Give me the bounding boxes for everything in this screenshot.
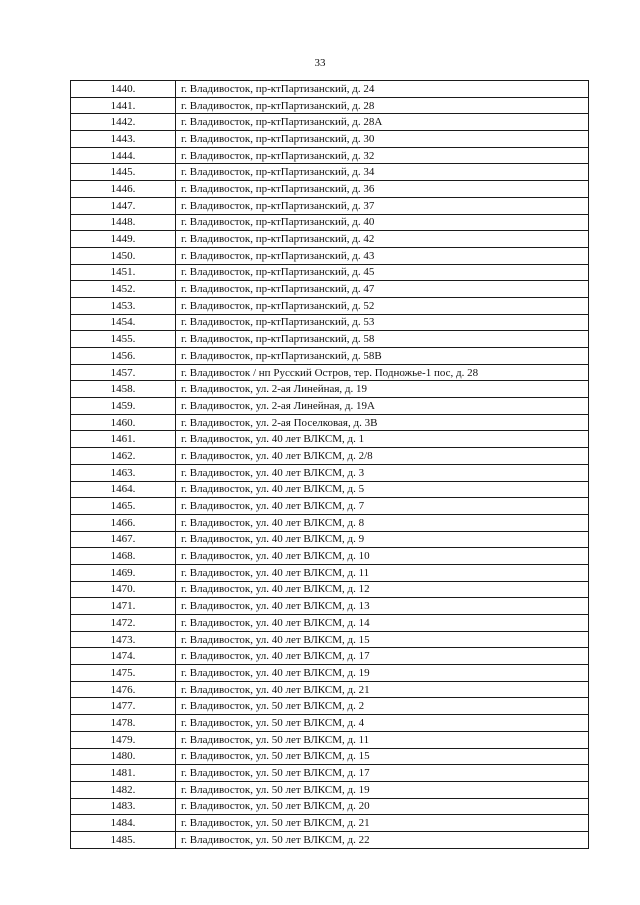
address-cell: г. Владивосток, ул. 2-ая Линейная, д. 19А [176,398,589,415]
address-cell: г. Владивосток, ул. 50 лет ВЛКСМ, д. 2 [176,698,589,715]
table-row [71,431,589,448]
row-number-cell: 1462. [71,448,176,465]
address-cell: г. Владивосток, ул. 50 лет ВЛКСМ, д. 19 [176,781,589,798]
table-row [71,364,589,381]
table-row [71,398,589,415]
table-row [71,197,589,214]
address-cell: г. Владивосток, ул. 40 лет ВЛКСМ, д. 10 [176,548,589,565]
address-cell: г. Владивосток, ул. 2-ая Линейная, д. 19 [176,381,589,398]
address-cell: г. Владивосток, пр-ктПартизанский, д. 34 [176,164,589,181]
table-row [71,781,589,798]
row-number-cell: 1465. [71,498,176,515]
row-number-cell: 1461. [71,431,176,448]
row-number-cell: 1451. [71,264,176,281]
address-cell: г. Владивосток, пр-ктПартизанский, д. 37 [176,197,589,214]
address-cell: г. Владивосток, пр-ктПартизанский, д. 28А [176,114,589,131]
table-row [71,81,589,98]
table-row [71,231,589,248]
address-cell: г. Владивосток, пр-ктПартизанский, д. 58 [176,331,589,348]
address-cell: г. Владивосток, ул. 40 лет ВЛКСМ, д. 8 [176,514,589,531]
row-number-cell: 1460. [71,414,176,431]
table-row [71,731,589,748]
address-cell: г. Владивосток, ул. 40 лет ВЛКСМ, д. 7 [176,498,589,515]
row-number-cell: 1454. [71,314,176,331]
table-row [71,631,589,648]
address-cell: г. Владивосток, ул. 50 лет ВЛКСМ, д. 4 [176,715,589,732]
row-number-cell: 1475. [71,665,176,682]
row-number-cell: 1485. [71,831,176,848]
row-number-cell: 1440. [71,81,176,98]
address-cell: г. Владивосток, пр-ктПартизанский, д. 42 [176,231,589,248]
address-cell: г. Владивосток, пр-ктПартизанский, д. 43 [176,247,589,264]
address-cell: г. Владивосток, ул. 40 лет ВЛКСМ, д. 3 [176,464,589,481]
row-number-cell: 1476. [71,681,176,698]
address-cell: г. Владивосток, ул. 50 лет ВЛКСМ, д. 11 [176,731,589,748]
table-row [71,281,589,298]
table-row [71,514,589,531]
row-number-cell: 1464. [71,481,176,498]
row-number-cell: 1448. [71,214,176,231]
address-cell: г. Владивосток, ул. 40 лет ВЛКСМ, д. 11 [176,564,589,581]
table-row [71,97,589,114]
address-table-body [71,81,589,849]
address-cell: г. Владивосток, ул. 40 лет ВЛКСМ, д. 2/8 [176,448,589,465]
row-number-cell: 1453. [71,297,176,314]
row-number-cell: 1449. [71,231,176,248]
table-row [71,698,589,715]
table-row [71,598,589,615]
table-row [71,798,589,815]
row-number-cell: 1446. [71,181,176,198]
address-cell: г. Владивосток, пр-ктПартизанский, д. 47 [176,281,589,298]
table-row [71,247,589,264]
address-cell: г. Владивосток, ул. 40 лет ВЛКСМ, д. 13 [176,598,589,615]
row-number-cell: 1442. [71,114,176,131]
address-cell: г. Владивосток, пр-ктПартизанский, д. 45 [176,264,589,281]
row-number-cell: 1457. [71,364,176,381]
row-number-cell: 1441. [71,97,176,114]
table-row [71,765,589,782]
row-number-cell: 1456. [71,348,176,365]
address-cell: г. Владивосток, пр-ктПартизанский, д. 40 [176,214,589,231]
row-number-cell: 1484. [71,815,176,832]
address-cell: г. Владивосток, пр-ктПартизанский, д. 52 [176,297,589,314]
table-row [71,414,589,431]
table-row [71,264,589,281]
row-number-cell: 1467. [71,531,176,548]
table-row [71,715,589,732]
address-cell: г. Владивосток, ул. 40 лет ВЛКСМ, д. 9 [176,531,589,548]
row-number-cell: 1466. [71,514,176,531]
table-row [71,297,589,314]
row-number-cell: 1473. [71,631,176,648]
address-cell: г. Владивосток, пр-ктПартизанский, д. 32 [176,147,589,164]
address-cell: г. Владивосток, пр-ктПартизанский, д. 58В [176,348,589,365]
address-cell: г. Владивосток, ул. 2-ая Поселковая, д. 3В [176,414,589,431]
address-cell: г. Владивосток, ул. 40 лет ВЛКСМ, д. 14 [176,615,589,632]
row-number-cell: 1472. [71,615,176,632]
row-number-cell: 1468. [71,548,176,565]
row-number-cell: 1458. [71,381,176,398]
table-row [71,831,589,848]
row-number-cell: 1444. [71,147,176,164]
row-number-cell: 1447. [71,197,176,214]
table-row [71,815,589,832]
row-number-cell: 1474. [71,648,176,665]
table-row [71,331,589,348]
row-number-cell: 1469. [71,564,176,581]
row-number-cell: 1481. [71,765,176,782]
row-number-cell: 1477. [71,698,176,715]
table-row [71,314,589,331]
row-number-cell: 1443. [71,131,176,148]
address-table [70,80,589,849]
row-number-cell: 1450. [71,247,176,264]
table-row [71,615,589,632]
address-cell: г. Владивосток, ул. 40 лет ВЛКСМ, д. 21 [176,681,589,698]
row-number-cell: 1470. [71,581,176,598]
address-cell: г. Владивосток / нп Русский Остров, тер. Подножье-1 пос, д. 28 [176,364,589,381]
table-row [71,548,589,565]
table-row [71,448,589,465]
table-row [71,581,589,598]
table-row [71,114,589,131]
row-number-cell: 1480. [71,748,176,765]
address-cell: г. Владивосток, ул. 50 лет ВЛКСМ, д. 21 [176,815,589,832]
row-number-cell: 1478. [71,715,176,732]
table-row [71,748,589,765]
address-cell: г. Владивосток, ул. 40 лет ВЛКСМ, д. 5 [176,481,589,498]
address-cell: г. Владивосток, ул. 40 лет ВЛКСМ, д. 19 [176,665,589,682]
table-row [71,181,589,198]
row-number-cell: 1455. [71,331,176,348]
table-row [71,481,589,498]
address-cell: г. Владивосток, ул. 50 лет ВЛКСМ, д. 17 [176,765,589,782]
table-row [71,131,589,148]
table-row [71,665,589,682]
table-row [71,648,589,665]
table-row [71,164,589,181]
address-cell: г. Владивосток, пр-ктПартизанский, д. 24 [176,81,589,98]
row-number-cell: 1452. [71,281,176,298]
table-row [71,464,589,481]
table-row [71,147,589,164]
address-cell: г. Владивосток, ул. 40 лет ВЛКСМ, д. 15 [176,631,589,648]
address-cell: г. Владивосток, пр-ктПартизанский, д. 28 [176,97,589,114]
address-cell: г. Владивосток, ул. 40 лет ВЛКСМ, д. 17 [176,648,589,665]
table-row [71,381,589,398]
table-row [71,214,589,231]
row-number-cell: 1463. [71,464,176,481]
address-cell: г. Владивосток, ул. 50 лет ВЛКСМ, д. 20 [176,798,589,815]
table-row [71,564,589,581]
address-cell: г. Владивосток, пр-ктПартизанский, д. 30 [176,131,589,148]
page-number: 33 [314,57,326,69]
row-number-cell: 1471. [71,598,176,615]
address-cell: г. Владивосток, ул. 50 лет ВЛКСМ, д. 15 [176,748,589,765]
row-number-cell: 1482. [71,781,176,798]
address-cell: г. Владивосток, пр-ктПартизанский, д. 36 [176,181,589,198]
table-row [71,681,589,698]
table-row [71,531,589,548]
address-cell: г. Владивосток, ул. 40 лет ВЛКСМ, д. 12 [176,581,589,598]
table-row [71,498,589,515]
address-cell: г. Владивосток, ул. 40 лет ВЛКСМ, д. 1 [176,431,589,448]
address-cell: г. Владивосток, пр-ктПартизанский, д. 53 [176,314,589,331]
row-number-cell: 1483. [71,798,176,815]
row-number-cell: 1445. [71,164,176,181]
row-number-cell: 1459. [71,398,176,415]
table-row [71,348,589,365]
address-cell: г. Владивосток, ул. 50 лет ВЛКСМ, д. 22 [176,831,589,848]
row-number-cell: 1479. [71,731,176,748]
